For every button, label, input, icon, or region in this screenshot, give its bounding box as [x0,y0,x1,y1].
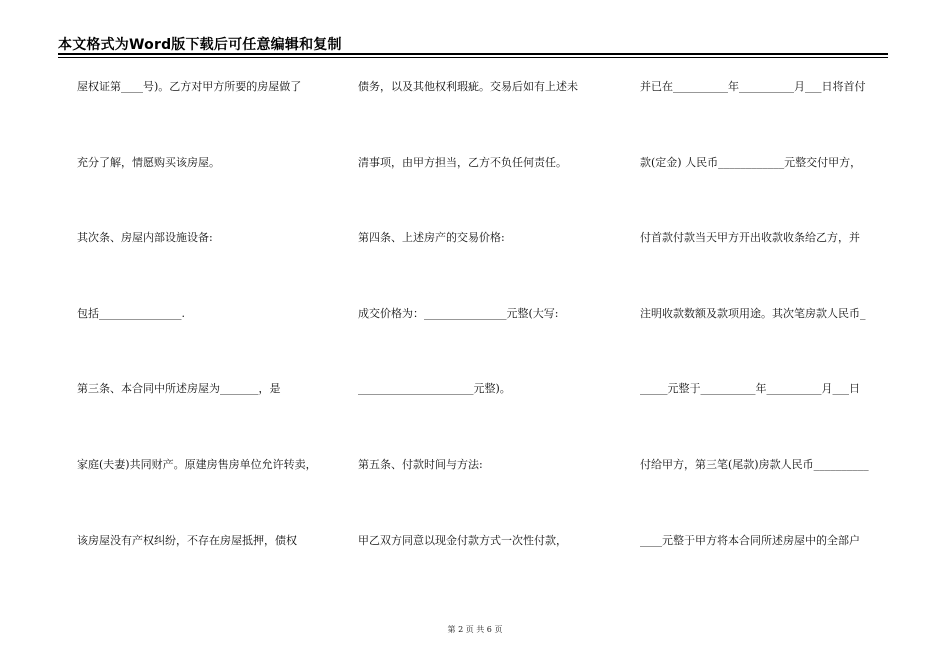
text-line: 包括_______________. [77,306,185,320]
text-line: 甲乙双方同意以现金付款方式一次性付款， [358,533,567,547]
text-line: 注明收款数额及款项用途。其次笔房款人民币_ [640,306,866,320]
header-rule-thin [58,57,888,58]
text-line: 家庭(夫妻)共同财产。原建房售房单位允许转卖， [77,457,317,471]
header-rule-thick [58,53,888,55]
text-line: 付首款付款当天甲方开出收款收条给乙方，并 [640,231,860,245]
text-line: 第五条、付款时间与方法: [358,457,483,471]
text-line: 债务，以及其他权利瑕疵。交易后如有上述未 [358,80,578,93]
text-line: _____________________元整)。 [358,382,511,396]
text-line: 第四条、上述房产的交易价格: [358,231,505,245]
text-line: _____元整于__________年__________月___日 [640,382,860,396]
text-line: 付给甲方，第三笔(尾款)房款人民币__________ [640,457,869,471]
text-column-3 [640,80,890,609]
text-column-2 [358,80,618,609]
text-line: 并已在__________年__________月___日将首付 [640,80,866,93]
page-number: 第 2 页 共 6 页 [447,625,503,634]
text-line: 其次条、房屋内部设施设备: [77,231,213,245]
text-column-1 [77,80,337,609]
text-line: 屋权证第____号)。乙方对甲方所要的房屋做了 [77,80,302,93]
text-line: ____元整于甲方将本合同所述房屋中的全部户 [640,533,860,547]
document-header-title: 本文格式为Word版下载后可任意编辑和复制 [58,37,342,53]
text-line: 款(定金) 人民币____________元整交付甲方， [640,155,862,169]
text-line: 清事项，由甲方担当，乙方不负任何责任。 [358,155,567,169]
text-line: 该房屋没有产权纠纷，不存在房屋抵押，债权 [77,533,297,547]
text-line: 充分了解，情愿购买该房屋。 [77,155,220,169]
text-line: 成交价格为：_______________元整(大写: [358,306,559,320]
text-line: 第三条、本合同中所述房屋为_______，是 [77,382,281,396]
